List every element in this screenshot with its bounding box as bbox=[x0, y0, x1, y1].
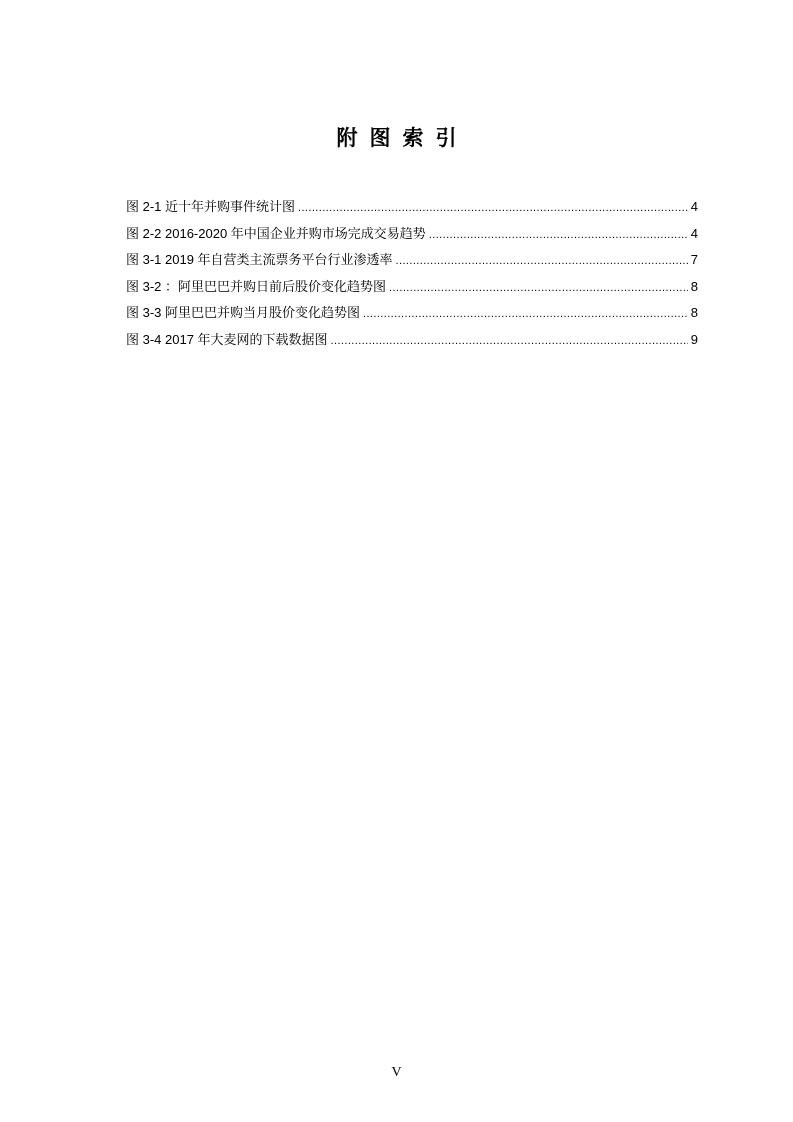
toc-entry-fig-3-2[interactable] bbox=[126, 277, 698, 304]
toc-entry-page: 4 bbox=[690, 199, 698, 214]
toc-entry-fig-3-3[interactable] bbox=[126, 303, 698, 330]
toc-entry-label: 图 2-1 近十年并购事件统计图 bbox=[126, 199, 296, 214]
toc-entry-page: 8 bbox=[690, 278, 698, 294]
dot-leader bbox=[396, 251, 688, 271]
dot-leader bbox=[298, 198, 688, 218]
toc-entry-label: 图 3-3 阿里巴巴并购当月股价变化趋势图 bbox=[126, 305, 361, 321]
dot-leader bbox=[429, 225, 688, 245]
toc-entry-fig-2-1[interactable] bbox=[126, 197, 698, 224]
toc-entry-label: 图 3-2 ：阿里巴巴并购日前后股价变化趋势图 bbox=[126, 278, 387, 294]
toc-entry-fig-3-4[interactable] bbox=[126, 330, 698, 357]
toc-entry-page: 4 bbox=[690, 225, 698, 241]
toc-entry-page: 9 bbox=[690, 331, 698, 347]
page-title: 附图索引 bbox=[336, 126, 469, 150]
figure-index-list bbox=[126, 197, 698, 357]
toc-entry-page: 8 bbox=[690, 305, 698, 321]
dot-leader bbox=[389, 278, 688, 298]
toc-entry-fig-3-1[interactable] bbox=[126, 250, 698, 277]
toc-entry-fig-2-2[interactable] bbox=[126, 224, 698, 251]
dot-leader bbox=[363, 304, 688, 324]
page-number: V bbox=[391, 1065, 402, 1080]
toc-entry-label: 图 2-2 2016-2020 年中国企业并购市场完成交易趋势 bbox=[126, 225, 426, 241]
toc-entry-page: 7 bbox=[690, 252, 698, 268]
dot-leader bbox=[331, 331, 688, 351]
toc-entry-label: 图 3-4 2017 年大麦网的下载数据图 bbox=[126, 331, 328, 347]
toc-entry-label: 图 3-1 2019 年自营类主流票务平台行业渗透率 bbox=[126, 252, 393, 268]
